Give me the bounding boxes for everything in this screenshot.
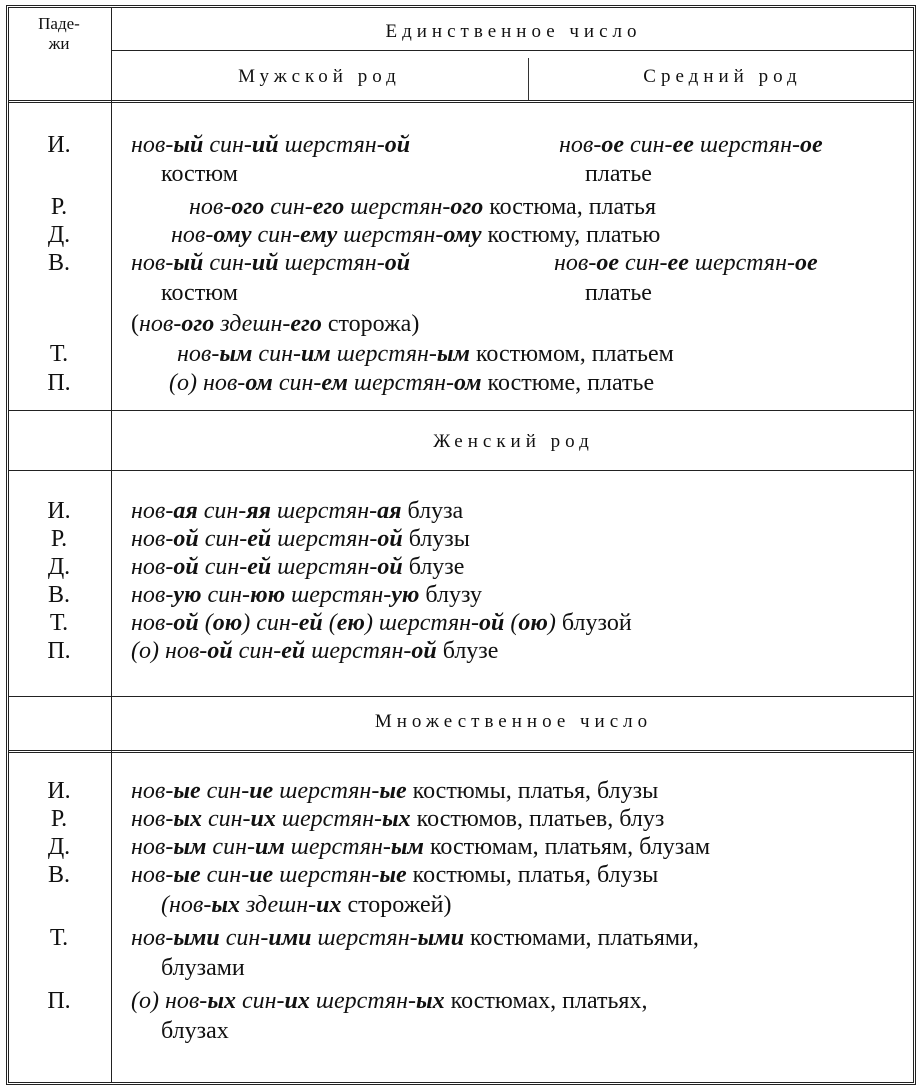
form-line (131, 806, 664, 832)
ending-text: ые (173, 862, 201, 888)
stem-text: син- (251, 222, 301, 248)
case-label: В. (47, 862, 70, 888)
ending-text: ое (601, 132, 624, 158)
noun-text: костюме, платье (481, 370, 655, 396)
ending-text: ой (173, 526, 199, 552)
stem-text: шерстян- (278, 132, 385, 158)
stem-text: син- (219, 925, 269, 951)
noun-text: костюмы, платья, блузы (406, 778, 659, 804)
ending-text: ой (173, 610, 199, 636)
stem-text: нов- (131, 862, 174, 888)
form-line (131, 988, 647, 1014)
noun-text: блузах (161, 1018, 229, 1044)
form-line (189, 194, 656, 220)
ending-text: ое (794, 250, 818, 276)
case-label: Р. (50, 806, 68, 832)
stem-text: шерстян- (688, 250, 795, 276)
ending-text: ые (379, 862, 407, 888)
ending-text: ей (247, 526, 272, 552)
stem-text: нов- (177, 341, 220, 367)
stem-text: здешн- (239, 892, 317, 918)
case-label: Т. (49, 925, 69, 951)
ending-text: ей (298, 610, 323, 636)
plural-header-divider (9, 750, 913, 753)
noun-text: костюмы, платья, блузы (406, 862, 659, 888)
ending-text: ыми (417, 925, 465, 951)
ending-text: ой (377, 526, 403, 552)
form-line (131, 834, 710, 860)
declension-table (6, 5, 916, 1085)
ending-text: ой (173, 554, 199, 580)
ending-text: ей (247, 554, 272, 580)
ending-text: ому (213, 222, 252, 248)
ending-text: яя (246, 498, 271, 524)
ending-text: ой (207, 638, 233, 664)
case-label: В. (47, 582, 70, 608)
ending-text: ом (245, 370, 273, 396)
ending-text: ым (390, 834, 424, 860)
ending-text: юю (250, 582, 286, 608)
ending-text: ых (207, 988, 236, 1014)
stem-text: нов- (131, 582, 174, 608)
ending-text: ой (479, 610, 505, 636)
noun-text: костюмах, платьях, (444, 988, 648, 1014)
ending-text: ые (173, 778, 201, 804)
ending-text: ую (391, 582, 420, 608)
noun-text: блузами (161, 955, 245, 981)
stem-text: нов- (131, 132, 174, 158)
ending-text: ем (321, 370, 348, 396)
form-line (161, 1018, 229, 1044)
noun-text: костюму, платью (481, 222, 661, 248)
stem-text: син- (264, 194, 313, 220)
form-line (161, 161, 238, 187)
form-line (131, 250, 410, 276)
stem-text: нов- (139, 311, 182, 337)
stem-text: ) шерстян- (364, 610, 480, 636)
ending-text: ая (173, 498, 198, 524)
stem-text: ) (547, 610, 556, 636)
noun-text: костюмом, платьем (469, 341, 674, 367)
case-label: И. (47, 132, 71, 158)
stem-text: шерстян- (271, 554, 378, 580)
form-line (161, 280, 238, 306)
ending-text: ею (336, 610, 365, 636)
ending-text: ий (251, 132, 279, 158)
form-line (131, 554, 464, 580)
ending-text: ого (231, 194, 265, 220)
singular-header: Единственное число (385, 21, 642, 42)
ending-text: ое (596, 250, 619, 276)
stem-text: шерстян- (271, 526, 378, 552)
ending-text: ых (416, 988, 445, 1014)
stem-text: ( (198, 610, 213, 636)
stem-text: ( (504, 610, 519, 636)
stem-text: син- (198, 554, 248, 580)
stem-text: (о) нов- (131, 988, 208, 1014)
form-line (585, 280, 652, 306)
stem-text: син- (200, 778, 250, 804)
stem-text: нов- (171, 222, 214, 248)
stem-text: (нов- (161, 892, 212, 918)
ending-text: ые (379, 778, 407, 804)
stem-text: нов- (131, 526, 174, 552)
case-label: Д. (47, 834, 71, 860)
stem-text: син- (201, 582, 251, 608)
stem-text: шерстян- (275, 806, 383, 832)
ending-text: ом (454, 370, 482, 396)
ending-text: ими (268, 925, 312, 951)
ending-text: ой (384, 250, 411, 276)
form-line (131, 526, 470, 552)
ending-text: ый (173, 132, 204, 158)
stem-text: нов- (131, 834, 174, 860)
feminine-header-divider (9, 470, 913, 471)
ending-text: ою (212, 610, 243, 636)
stem-text: шерстян- (311, 925, 418, 951)
ending-text: ый (173, 250, 204, 276)
stem-text: ( (322, 610, 337, 636)
ending-text: ие (249, 778, 274, 804)
plural-top-divider (9, 696, 913, 697)
form-line (161, 892, 451, 918)
stem-text: шерстян- (693, 132, 800, 158)
ending-text: их (250, 806, 276, 832)
ending-text: ого (181, 311, 215, 337)
ending-text: ым (436, 341, 470, 367)
ending-text: им (300, 341, 331, 367)
noun-text: ( (131, 311, 139, 337)
form-line (559, 132, 823, 158)
form-line (171, 222, 660, 248)
stem-text: нов- (131, 610, 174, 636)
stem-text: шерстян- (284, 834, 391, 860)
stem-text: шерстян- (273, 862, 380, 888)
stem-text: син- (252, 341, 301, 367)
ending-text: ых (382, 806, 411, 832)
stem-text: нов- (131, 498, 174, 524)
form-line (131, 610, 632, 636)
ending-text: им (254, 834, 285, 860)
ending-text: ым (173, 834, 207, 860)
stem-text: нов- (131, 554, 174, 580)
ending-text: ым (219, 341, 253, 367)
ending-text: ей (281, 638, 306, 664)
noun-text: платье (585, 161, 652, 187)
case-label: И. (47, 778, 71, 804)
ending-text: ую (173, 582, 202, 608)
stem-text: син- (232, 638, 282, 664)
stem-text: здешн- (214, 311, 291, 337)
noun-text: блузе (402, 554, 465, 580)
noun-text: блузе (436, 638, 499, 664)
stem-text: син- (197, 498, 247, 524)
noun-text: сторожей) (341, 892, 452, 918)
ending-text: ого (450, 194, 484, 220)
case-label: П. (47, 370, 71, 396)
stem-text: син- (618, 250, 668, 276)
stem-text: син- (203, 250, 252, 276)
ending-text: ых (173, 806, 202, 832)
stem-text: син- (203, 132, 252, 158)
ending-text: ой (411, 638, 437, 664)
masculine-header: Мужской род (238, 66, 401, 87)
noun-text: блузой (555, 610, 632, 636)
case-label: Т. (49, 341, 69, 367)
stem-text: син- (201, 806, 251, 832)
ending-text: ых (211, 892, 240, 918)
stem-text: шерстян- (344, 194, 451, 220)
case-label: Р. (50, 526, 68, 552)
ending-text: ой (384, 132, 411, 158)
noun-text: блузу (419, 582, 482, 608)
case-label: Т. (49, 610, 69, 636)
stem-text: син- (198, 526, 248, 552)
noun-text: костюма, платья (483, 194, 657, 220)
ending-text: ой (377, 554, 403, 580)
stem-text: нов- (131, 925, 174, 951)
ending-text: ая (377, 498, 402, 524)
stem-text: нов- (131, 250, 174, 276)
form-line (131, 498, 463, 524)
noun-text: костюмов, платьев, блуз (410, 806, 665, 832)
case-label: П. (47, 638, 71, 664)
stem-text: шерстян- (305, 638, 412, 664)
case-label: Д. (47, 554, 71, 580)
noun-text: костюм (161, 161, 238, 187)
form-line (131, 638, 498, 664)
stem-text: нов- (554, 250, 597, 276)
case-label: В. (47, 250, 70, 276)
neuter-header: Средний род (643, 66, 802, 87)
ending-text: ее (672, 132, 694, 158)
form-line (177, 341, 674, 367)
noun-text: сторожа) (321, 311, 420, 337)
stem-text: шерстян- (273, 778, 380, 804)
form-line (131, 132, 410, 158)
ending-text: ие (249, 862, 274, 888)
form-line (585, 161, 652, 187)
stem-text: син- (623, 132, 673, 158)
noun-text: костюмам, платьям, блузам (423, 834, 711, 860)
ending-text: ему (300, 222, 338, 248)
form-line (131, 862, 658, 888)
stem-text: (о) нов- (131, 638, 208, 664)
ending-text: ий (251, 250, 279, 276)
form-line (131, 582, 482, 608)
gender-header-divider (111, 50, 913, 51)
stem-text: нов- (189, 194, 232, 220)
feminine-top-divider (9, 410, 913, 411)
form-line (161, 955, 245, 981)
noun-text: блуза (401, 498, 464, 524)
ending-text: ее (667, 250, 689, 276)
form-line (131, 311, 419, 337)
case-label: Д. (47, 222, 71, 248)
header-bottom-divider (9, 100, 913, 103)
stem-text: нов- (131, 806, 174, 832)
ending-text: ому (443, 222, 482, 248)
case-label: П. (47, 988, 71, 1014)
feminine-header: Женский род (433, 431, 594, 452)
form-line (554, 250, 818, 276)
noun-text: костюм (161, 280, 238, 306)
stem-text: шерстян- (309, 988, 416, 1014)
stem-text: син- (206, 834, 255, 860)
stem-text: син- (235, 988, 285, 1014)
stem-text: син- (200, 862, 250, 888)
ending-text: их (316, 892, 342, 918)
stem-text: нов- (559, 132, 602, 158)
stem-text: шерстян- (278, 250, 385, 276)
form-line (131, 925, 699, 951)
stem-text: шерстян- (330, 341, 437, 367)
cases-column-divider (111, 8, 112, 1082)
stem-text: син- (272, 370, 322, 396)
ending-text: их (284, 988, 310, 1014)
form-line (131, 778, 658, 804)
case-label: И. (47, 498, 71, 524)
case-label: Р. (50, 194, 68, 220)
stem-text: нов- (131, 778, 174, 804)
stem-text: шерстян- (285, 582, 392, 608)
form-line (169, 370, 654, 396)
noun-text: блузы (402, 526, 470, 552)
ending-text: ое (799, 132, 823, 158)
ending-text: ыми (173, 925, 220, 951)
stem-text: шерстян- (347, 370, 455, 396)
cases-header: Паде- жи (38, 14, 80, 53)
ending-text: его (312, 194, 345, 220)
ending-text: ою (518, 610, 548, 636)
plural-header: Множественное число (374, 711, 653, 732)
ending-text: его (290, 311, 322, 337)
stem-text: шерстян- (271, 498, 378, 524)
noun-text: платье (585, 280, 652, 306)
stem-text: (о) нов- (169, 370, 246, 396)
noun-text: костюмами, платьями, (464, 925, 699, 951)
stem-text: ) син- (242, 610, 299, 636)
stem-text: шерстян- (337, 222, 444, 248)
